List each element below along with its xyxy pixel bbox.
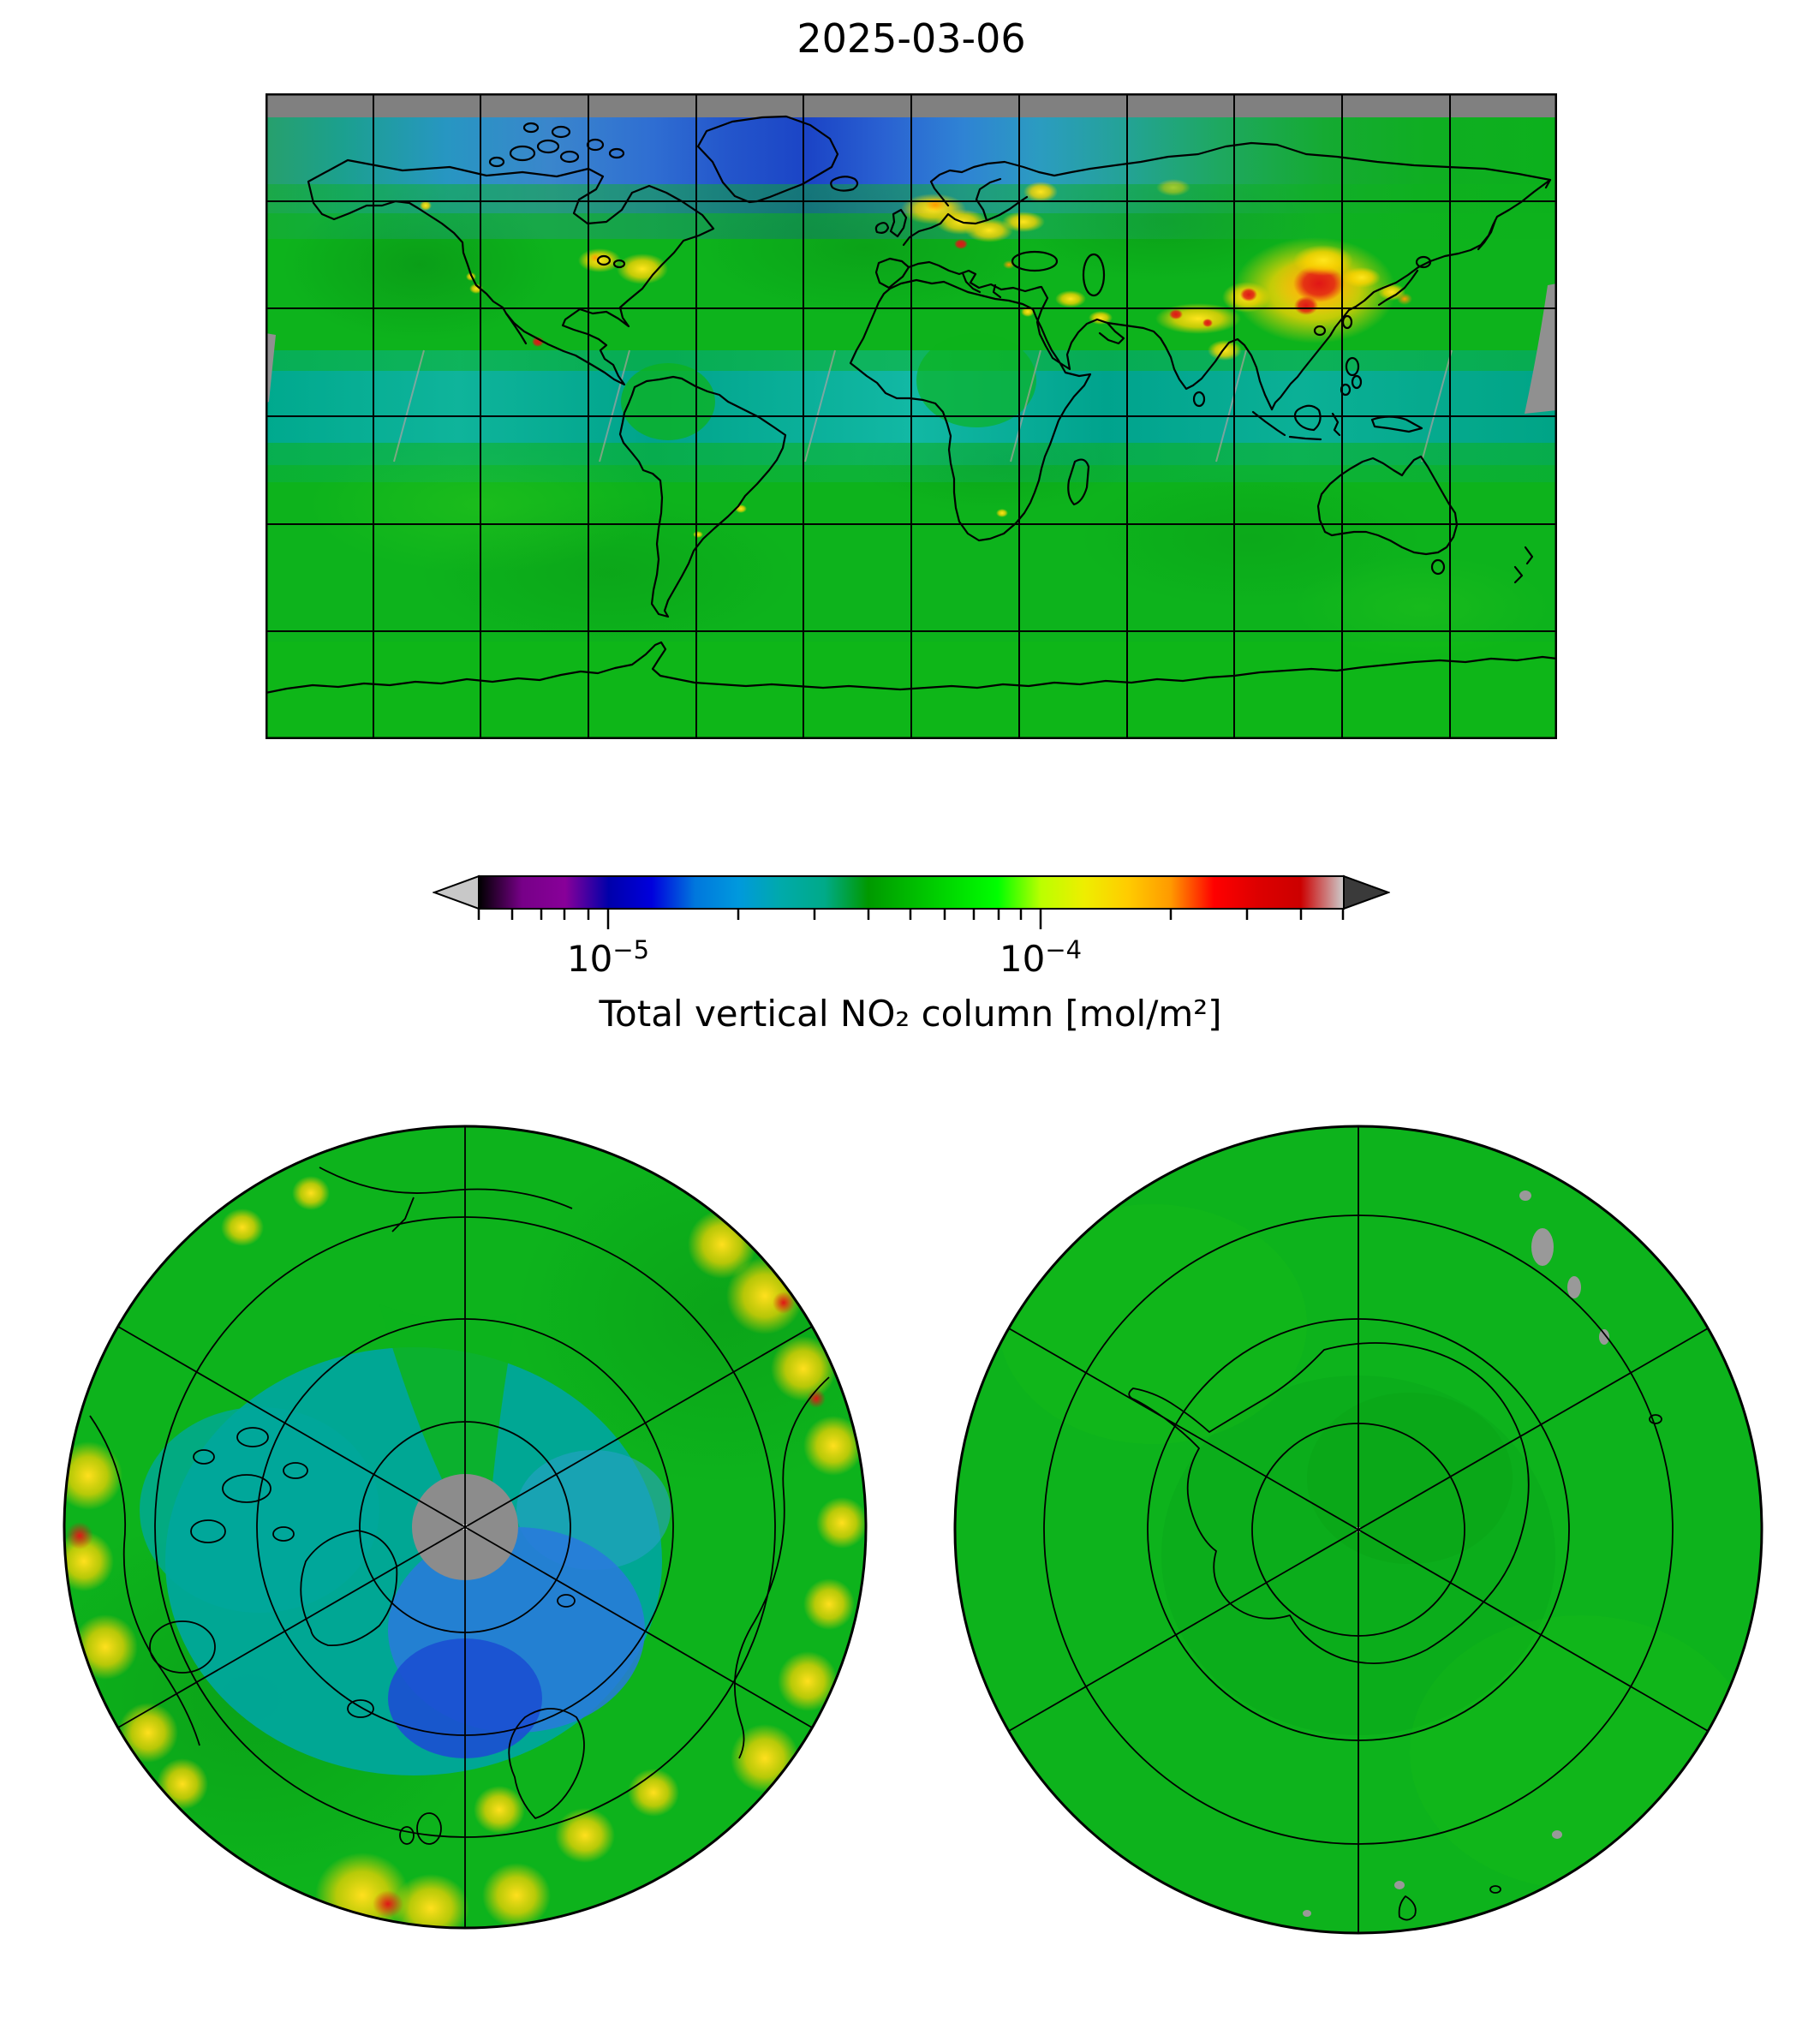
plot-title: 2025-03-06 xyxy=(797,15,1026,62)
south-polar-panel xyxy=(953,1125,1763,1935)
colorbar-over-arrow xyxy=(1344,876,1388,909)
colorbar-ticks xyxy=(479,909,1343,929)
tick-base: 10 xyxy=(999,938,1046,980)
colorbar-gradient xyxy=(479,876,1344,909)
tick-exponent: −5 xyxy=(612,935,650,964)
colorbar-under-arrow xyxy=(434,876,479,909)
tick-base: 10 xyxy=(566,938,613,980)
colorbar xyxy=(433,874,1390,1037)
tick-exponent: −4 xyxy=(1045,935,1083,964)
hotspot-us-east xyxy=(617,254,668,284)
north-polar-panel xyxy=(63,1125,868,1930)
tick-label-1e-4 xyxy=(972,935,1109,980)
tick-label-1e-5 xyxy=(540,935,677,980)
global-map-panel xyxy=(266,93,1557,739)
colorbar-axis-label: Total vertical NO₂ column [mol/m²] xyxy=(599,993,1222,1035)
colorbar-bar xyxy=(433,874,1390,934)
